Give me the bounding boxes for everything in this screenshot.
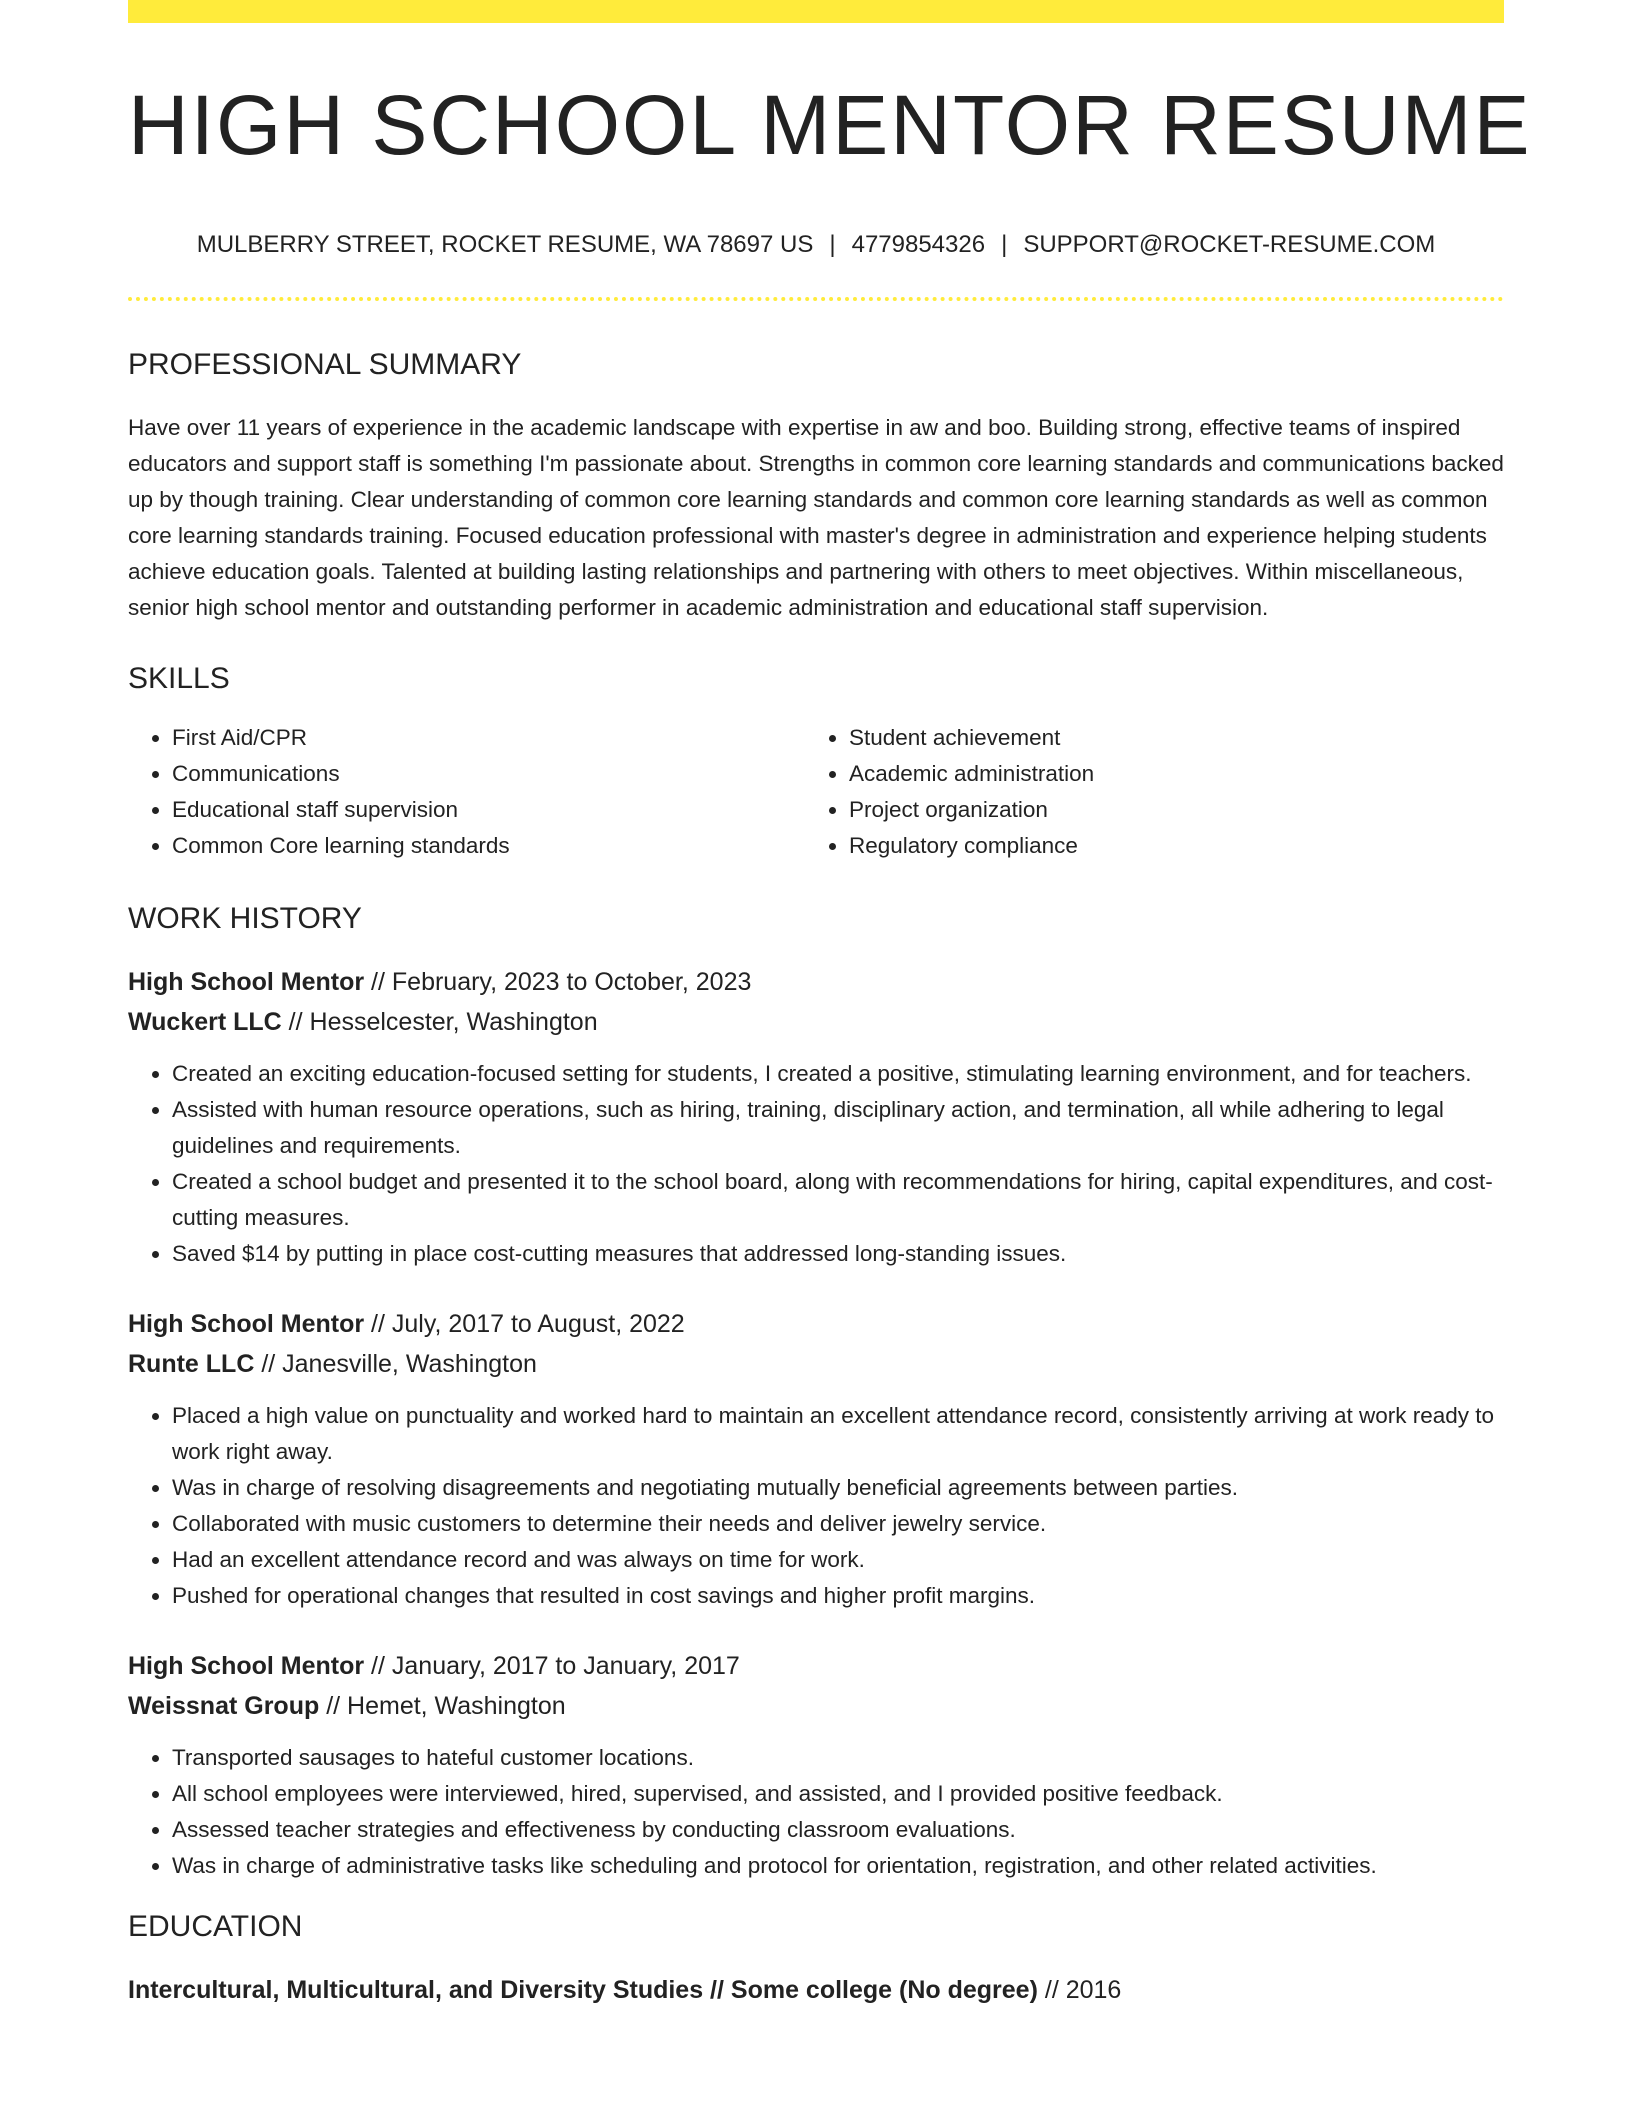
job-company: Wuckert LLC	[128, 1008, 282, 1036]
accent-top-bar	[128, 0, 1504, 23]
summary-text: Have over 11 years of experience in the academic landscape with expertise in aw and boo. Building strong, effective teams of inspired educators and support staff is something I'm passionate about. Strengths in common core learning standards and communications backed up by though training. Clear understanding of common core learning standards and common core learning standards as well as common core learning standards training. Focused education professional with master's degree in administration and experience helping students achieve education goals. Talented at building lasting relationships and partnering with others to meet objectives. Within miscellaneous, senior high school mentor and outstanding performer in academic administration and educational staff supervision.	[128, 415, 1504, 620]
dotted-divider	[128, 297, 1504, 301]
job-entry	[128, 1646, 1504, 1884]
skill-item: • Regulatory compliance	[849, 828, 1482, 864]
job-dates: // January, 2017 to January, 2017	[364, 1652, 740, 1680]
contact-line	[128, 233, 1504, 257]
job-company-line	[128, 1344, 1504, 1384]
skill-item: • Common Core learning standards	[172, 828, 805, 864]
skills-column-left	[128, 720, 805, 864]
job-bullets	[128, 1398, 1504, 1614]
contact-separator: |	[1001, 231, 1008, 258]
education-degree: Intercultural, Multicultural, and Diversity Studies // Some college (No degree)	[128, 1976, 1038, 2004]
skills-list	[128, 720, 1504, 864]
job-company-line	[128, 1686, 1504, 1726]
skill-item: • First Aid/CPR	[172, 720, 805, 756]
job-bullet: • Placed a high value on punctuality and worked hard to maintain an excellent attendance record, consistently arriving at work ready to work right away.	[172, 1398, 1504, 1470]
work-history-heading: WORK HISTORY	[128, 902, 362, 935]
summary-heading: PROFESSIONAL SUMMARY	[128, 348, 522, 381]
job-entry	[128, 1304, 1504, 1614]
job-bullet: • Saved $14 by putting in place cost-cutting measures that addressed long-standing issues.	[172, 1236, 1504, 1272]
skill-item: • Communications	[172, 756, 805, 792]
skill-item: • Educational staff supervision	[172, 792, 805, 828]
job-role: High School Mentor	[128, 968, 365, 996]
job-entry	[128, 962, 1504, 1272]
skill-item: • Academic administration	[849, 756, 1482, 792]
job-role: High School Mentor	[128, 1652, 365, 1680]
skill-item: • Project organization	[849, 792, 1482, 828]
skills-column-right	[805, 720, 1482, 864]
job-location: // Hesselcester, Washington	[281, 1008, 598, 1036]
job-company-line	[128, 1002, 1504, 1042]
job-dates: // July, 2017 to August, 2022	[364, 1310, 685, 1338]
job-bullet: • Collaborated with music customers to determine their needs and deliver jewelry service.	[172, 1506, 1504, 1542]
address: MULBERRY STREET, ROCKET RESUME, WA 78697 US	[196, 231, 814, 258]
contact-separator: |	[829, 231, 836, 258]
education-year: // 2016	[1037, 1976, 1122, 2004]
job-bullet: • Assessed teacher strategies and effectiveness by conducting classroom evaluations.	[172, 1812, 1504, 1848]
job-bullet: • Transported sausages to hateful customer locations.	[172, 1740, 1504, 1776]
job-dates: // February, 2023 to October, 2023	[364, 968, 752, 996]
job-role-line	[128, 1646, 1504, 1686]
education-heading: EDUCATION	[128, 1910, 303, 1943]
job-role: High School Mentor	[128, 1310, 365, 1338]
education-entry	[128, 1970, 1504, 2010]
job-bullet: • Created an exciting education-focused setting for students, I created a positive, stimulating learning environment, and for teachers.	[172, 1056, 1504, 1092]
job-bullet: • Had an excellent attendance record and was always on time for work.	[172, 1542, 1504, 1578]
phone-number: 4779854326	[851, 231, 986, 258]
job-bullet: • Created a school budget and presented it to the school board, along with recommendations for hiring, capital expenditures, and cost-cutting measures.	[172, 1164, 1504, 1236]
job-location: // Janesville, Washington	[254, 1350, 537, 1378]
job-bullet: • Was in charge of administrative tasks like scheduling and protocol for orientation, registration, and other related activities.	[172, 1848, 1504, 1884]
job-company: Runte LLC	[128, 1350, 255, 1378]
job-bullet: • Assisted with human resource operations, such as hiring, training, disciplinary action, and termination, all while adhering to legal guidelines and requirements.	[172, 1092, 1504, 1164]
resume-page	[128, 0, 1532, 2010]
email-address: SUPPORT@ROCKET-RESUME.COM	[1023, 231, 1436, 258]
job-company: Weissnat Group	[128, 1692, 320, 1720]
job-bullet: • All school employees were interviewed, hired, supervised, and assisted, and I provided positive feedback.	[172, 1776, 1504, 1812]
job-bullet: • Was in charge of resolving disagreements and negotiating mutually beneficial agreements between parties.	[172, 1470, 1504, 1506]
job-bullets	[128, 1056, 1504, 1272]
job-role-line	[128, 1304, 1504, 1344]
skill-item: • Student achievement	[849, 720, 1482, 756]
job-location: // Hemet, Washington	[319, 1692, 566, 1720]
job-bullets	[128, 1740, 1504, 1884]
resume-title: HIGH SCHOOL MENTOR RESUME	[128, 78, 1532, 172]
skills-heading: SKILLS	[128, 662, 230, 695]
job-bullet: • Pushed for operational changes that resulted in cost savings and higher profit margins.	[172, 1578, 1504, 1614]
job-role-line	[128, 962, 1504, 1002]
